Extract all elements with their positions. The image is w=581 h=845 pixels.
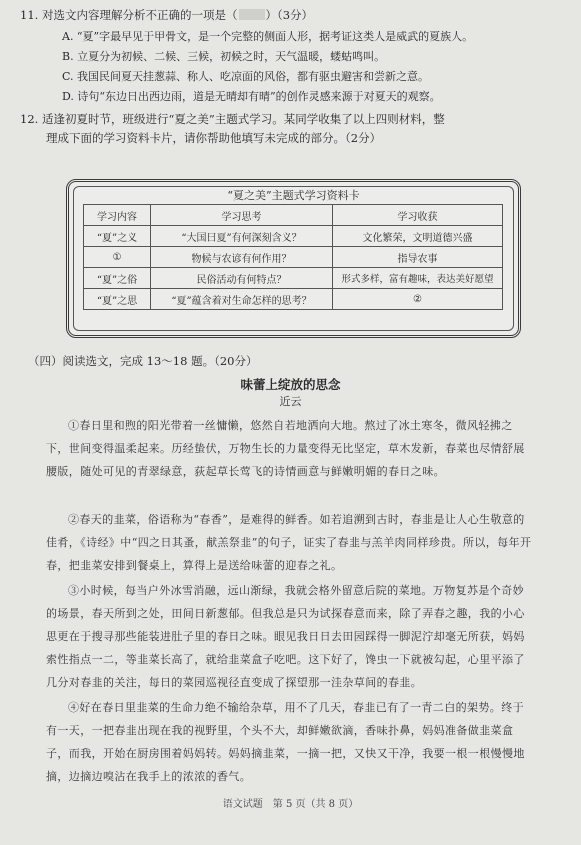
q11-option-b: B. 立夏分为初候、二候、三候，初候之时，天气温暖，蝼蛄鸣叫。 bbox=[62, 50, 386, 63]
table-cell: “夏”之义 bbox=[84, 226, 151, 247]
table-cell: “夏”之俗 bbox=[84, 268, 151, 289]
q11-option-c: C. 我国民间夏天挂葱蒜、称人、吃凉面的风俗，都有驱虫避害和尝新之意。 bbox=[62, 70, 430, 83]
table-cell: 物候与农谚有何作用？ bbox=[151, 247, 333, 268]
table-cell: 形式多样，富有趣味，表达美好愿望 bbox=[333, 268, 503, 289]
section-heading: （四）阅读选文，完成 13～18 题。（20分） bbox=[28, 354, 258, 368]
q11-option-d: D. 诗句“东边日出西边雨，道是无晴却有晴”的创作灵感来源于对夏天的观察。 bbox=[62, 90, 441, 103]
table-row bbox=[84, 289, 503, 310]
q11-stem-score: ）（3分） bbox=[265, 8, 314, 22]
table-cell: 指导农事 bbox=[333, 247, 503, 268]
header-cell: 学习内容 bbox=[84, 205, 151, 226]
table-cell: “夏”之思 bbox=[84, 289, 151, 310]
q12-line-2: 理成下面的学习资料卡片，请你帮助他填写未完成的部分。（2分） bbox=[46, 131, 382, 145]
table-cell: 文化繁荣，文明道德兴盛 bbox=[333, 226, 503, 247]
paragraph-2: ②春天的韭菜，俗语称为“春香”，是难得的鲜香。如若追溯到古时，春韭是让人心生敬意的佳肴，《诗经》中“四之日其蚤，献羔祭韭”的句子，证实了春韭与羔羊肉同样珍贵。所以，每年开春，把韭菜安排到餐桌上，算得上是送给味蕾的迎春之礼。 bbox=[46, 513, 532, 572]
study-card-title: “夏之美”主题式学习资料卡 bbox=[227, 189, 360, 202]
q12-line-1: 12. 适逢初夏时节，班级进行“夏之美”主题式学习。某同学收集了以上四则材料，整 bbox=[20, 112, 445, 126]
table-cell: 民俗活动有何特点？ bbox=[151, 268, 333, 289]
q11-option-a: A. “夏”字最早见于甲骨文，是一个完整的侧面人形，据考证这类人是威武的夏族人。 bbox=[62, 30, 474, 43]
paragraph-1: ①春日里和煦的阳光带着一丝慵懒，悠然自若地洒向大地。熬过了冰土寒冬，微风轻拂之下，世间变得温柔起来。历经蛰伏，万物生长的力量变得无比坚定，草木发新，春菜也尽情舒展腰版，随处可见的青翠绿意，荻起草长莺飞的诗情画意与鲜嫩明媚的春日之味。 bbox=[46, 419, 525, 478]
table-cell: ① bbox=[84, 247, 151, 268]
table-cell: “夏”蕴含着对生命怎样的思考？ bbox=[151, 289, 333, 310]
table-header-row bbox=[84, 205, 503, 226]
q11-stem bbox=[20, 8, 313, 23]
table-row bbox=[84, 247, 503, 268]
paragraph-4: ④好在春日里韭菜的生命力绝不输给杂草，用不了几天，春韭已有了一青二白的架势。终于有一天，一把春韭出现在我的视野里，个头不大，却鲜嫩欲滴，香味扑鼻，妈妈准备做韭菜盒子，而我，开始在厨房围着妈妈转。妈妈摘韭菜，一摘一把，又快又干净，我要一根一根慢慢地摘，边摘边嗅沾在我手上的浓浓的香气。 bbox=[46, 701, 525, 783]
page-footer: 语文试题 第 5 页（共 8 页） bbox=[222, 799, 359, 810]
article-author: 近云 bbox=[279, 395, 302, 408]
paragraph-3: ③小时候，每当户外冰雪消融，远山渐绿，我就会格外留意后院的菜地。万物复苏是个奇妙的场景，春天所到之处，田间日新葱郁。但我总是只为试探春意而来，除了弄春之趣，我的小心思更在于搜寻那些能装进肚子里的春日之味。眼见我日日去田园踩得一脚泥泞却毫无所获，妈妈索性指点一二，等韭菜长高了，就给韭菜盒子吃吧。这下好了，馋虫一下就被勾起，心里平添了几分对春韭的关注，每日的菜园巡视径直变成了探望那一洼杂草间的春韭。 bbox=[46, 584, 525, 689]
study-card bbox=[66, 179, 521, 338]
article-title: 味蕾上绽放的思念 bbox=[240, 377, 341, 392]
table-cell: “大国曰夏”有何深刻含义？ bbox=[151, 226, 333, 247]
q11-stem-text: 11. 对选文内容理解分析不正确的一项是（ bbox=[20, 8, 238, 22]
answer-blank bbox=[239, 9, 265, 20]
header-cell: 学习收获 bbox=[333, 205, 503, 226]
table-row bbox=[84, 226, 503, 247]
table-row bbox=[84, 268, 503, 289]
study-card-table bbox=[83, 204, 503, 310]
table-cell: ② bbox=[333, 289, 503, 310]
header-cell: 学习思考 bbox=[151, 205, 333, 226]
